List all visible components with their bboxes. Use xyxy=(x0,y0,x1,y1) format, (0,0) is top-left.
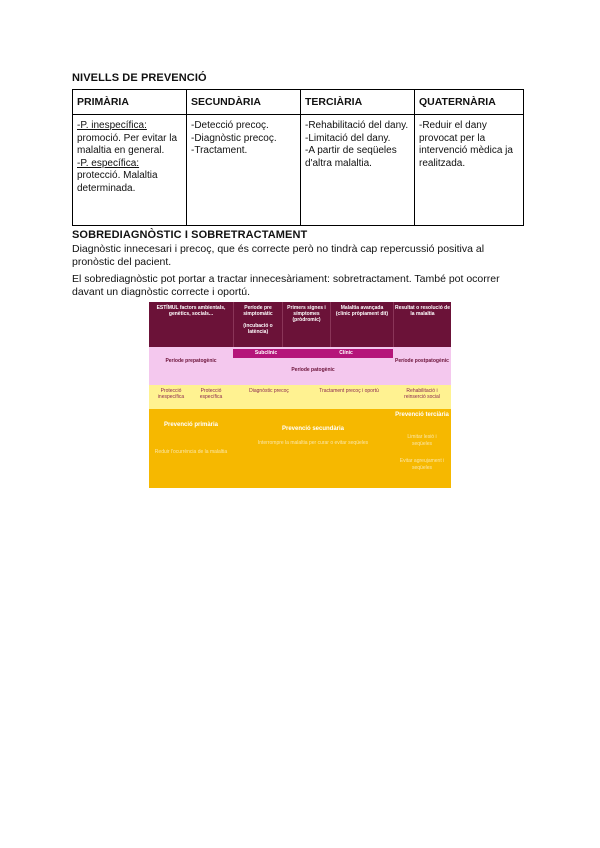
diagram-nonspecific-protection: Protecció inespecífica xyxy=(151,388,191,406)
table-row xyxy=(73,115,524,226)
diagram-early-treatment: Tractament precoç i oportú xyxy=(305,388,393,398)
diagram-header-prodromic-b: (pròdromic) xyxy=(292,317,321,323)
overdiagnosis-title: SOBREDIAGNÒSTIC I SOBRETRACTAMENT xyxy=(72,229,308,241)
diagram-tertiary-title-text: Prevenció terciària xyxy=(395,412,449,418)
diagram-header-presymptomatic xyxy=(233,302,282,347)
diagram-specific-protection: Protecció específica xyxy=(191,388,231,406)
diagram-primary-desc: Reduir l'ocurrència de la malaltia xyxy=(153,449,229,463)
diagram-tertiary-title xyxy=(393,412,451,428)
primary-nonspecific-label: -P. inespecífica: xyxy=(77,120,147,131)
cell-primary xyxy=(73,115,187,226)
diagram-prepathogenic: Període prepatogènic xyxy=(149,355,233,383)
diagram-header-advanced-b: (clínic pròpiament dit) xyxy=(335,311,389,317)
header-quaternary: QUATERNÀRIA xyxy=(415,90,524,115)
diagram-header-presymptomatic-a: Període pre simptomàtic xyxy=(243,305,273,317)
diagram-tertiary-desc-2: Evitar agreujament i seqüeles xyxy=(397,458,447,486)
header-primary: PRIMÀRIA xyxy=(73,90,187,115)
diagram-postpathogenic: Període postpatogènic xyxy=(393,355,451,383)
table-header-row xyxy=(73,90,524,115)
cell-tertiary xyxy=(301,115,415,226)
primary-specific-label: -P. específica: xyxy=(77,157,140,169)
diagram-header-outcome: Resultat o resolució de la malaltia xyxy=(393,302,451,347)
diagram-subclinic: Subclínic xyxy=(233,349,299,358)
diagram-early-diagnosis: Diagnòstic precoç xyxy=(233,388,305,398)
diagram-secondary-title xyxy=(233,426,393,434)
tertiary-item: -A partir de seqüeles d'altra malaltia. xyxy=(305,145,397,169)
header-secondary: SECUNDÀRIA xyxy=(187,90,301,115)
diagram-primary-title-text: Prevenció primària xyxy=(163,422,219,428)
tertiary-item: -Limitació del dany. xyxy=(305,132,391,144)
diagram-header-presymptomatic-b: (incubació o latència) xyxy=(243,323,273,335)
diagram-header-prodromic xyxy=(282,302,330,347)
diagram-header-prodromic-a: Primers signes i símptomes xyxy=(287,305,326,317)
diagram-secondary-desc: Interrompre la malaltia per curar o evitar seqüeles xyxy=(241,440,385,454)
secondary-item: -Diagnòstic precoç. xyxy=(191,132,277,144)
tertiary-item: -Rehabilitació del dany. xyxy=(305,120,409,131)
overdiagnosis-paragraph-1: Diagnòstic innecesari i precoç, que és correcte però no tindrà cap repercussió positiva al pronòstic del pacient. xyxy=(72,243,485,268)
diagram-primary-title xyxy=(149,422,233,434)
diagram-secondary-title-text: Prevenció secundària xyxy=(281,426,345,432)
diagram-clinic: Clínic xyxy=(299,349,393,358)
overdiagnosis-paragraph-2: El sobrediagnòstic pot portar a tractar innecesàriament: sobretractament. També pot ocorrer davant un diagnòstic correcte i oportú. xyxy=(72,273,500,298)
secondary-item: -Detecció precoç. xyxy=(191,120,269,131)
diagram-header-advanced-a: Malaltia avançada xyxy=(340,305,384,311)
levels-title: NIVELLS DE PREVENCIÓ xyxy=(72,72,207,84)
diagram-header-advanced xyxy=(330,302,393,347)
cell-secondary xyxy=(187,115,301,226)
diagram-pathogenic: Període patogènic xyxy=(233,360,393,380)
diagram-header-stimulus: ESTÍMUL factors ambientals, genètics, socials... xyxy=(149,302,233,347)
cell-quaternary xyxy=(415,115,524,226)
quaternary-item: -Reduir el dany provocat per la intervenció mèdica ja realitzada. xyxy=(419,120,513,169)
diagram-rehabilitation: Rehabilitació i reinserció social xyxy=(395,388,449,406)
diagram-tertiary-desc-1: Limitar lesió i seqüeles xyxy=(397,434,447,448)
primary-specific-text: protecció. Malaltia determinada. xyxy=(77,170,158,194)
prevention-levels-table xyxy=(72,89,524,226)
prevention-diagram xyxy=(149,302,451,488)
primary-nonspecific-text: promoció. Per evitar la malaltia en general. xyxy=(77,132,178,156)
secondary-item: -Tractament. xyxy=(191,145,248,156)
header-tertiary: TERCIÀRIA xyxy=(301,90,415,115)
